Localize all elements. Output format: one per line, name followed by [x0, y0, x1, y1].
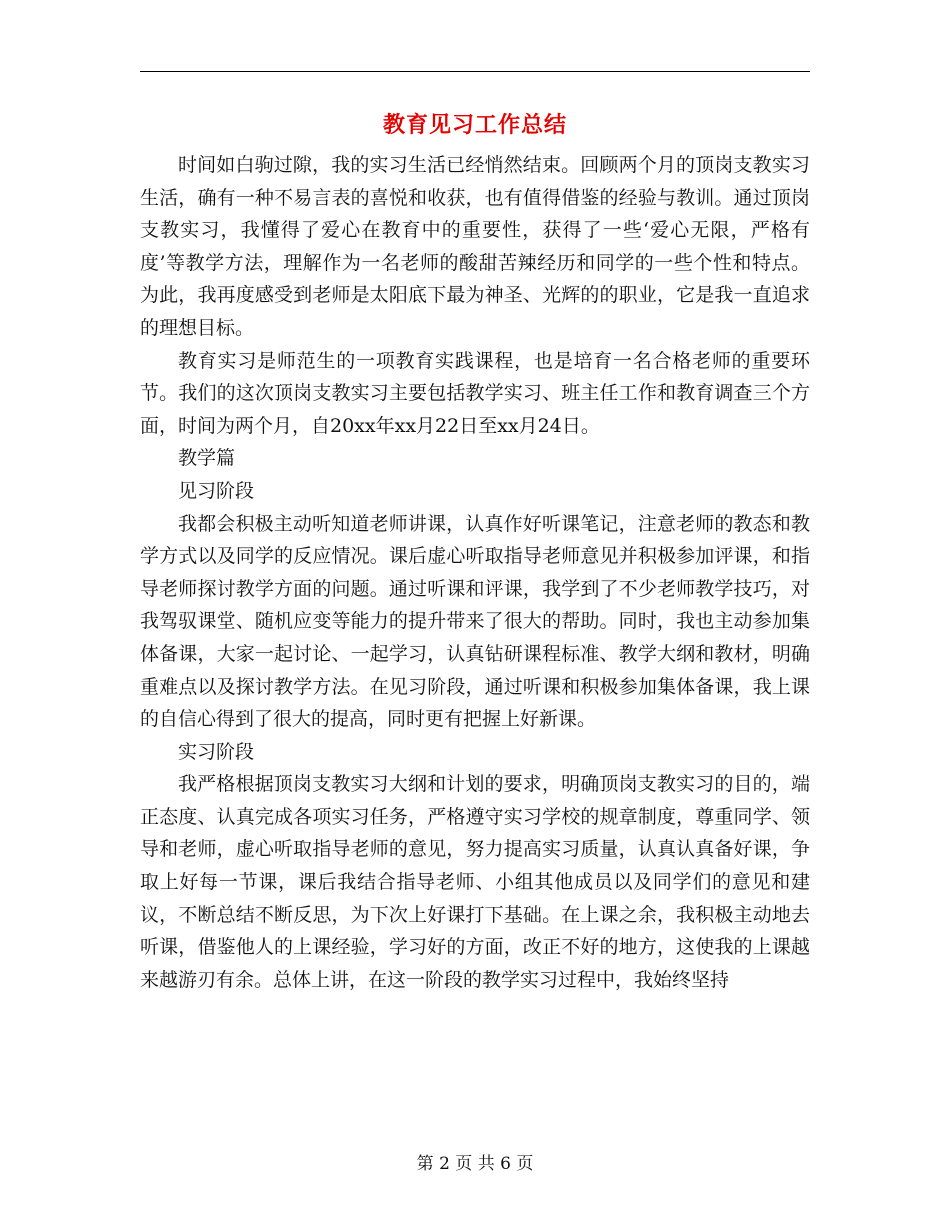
paragraph-intro: 时间如白驹过隙，我的实习生活已经悄然结束。回顾两个月的顶岗支教实习生活，确有一种不易言表的喜悦和收获，也有值得借鉴的经验与教训。通过顶岗支教实习，我懂得了爱心在教育中的重要性，获得了一些‘爱心无限，严格有度’等教学方法，理解作为一名老师的酸甜苦辣经历和同学的一些个性和特点。为此，我再度感受到老师是太阳底下最为神圣、光辉的的职业，它是我一直追求的理想目标。 [140, 154, 810, 339]
paragraph-overview: 教育实习是师范生的一项教育实践课程，也是培育一名合格老师的重要环节。我们的这次顶岗支教实习主要包括教学实习、班主任工作和教育调查三个方面，时间为两个月，自20xx年xx月22日至xx月24日。 [140, 349, 810, 437]
document-body [140, 149, 810, 996]
document-title: 教育见习工作总结 [382, 112, 567, 138]
paragraph-practice: 我严格根据顶岗支教实习大纲和计划的要求，明确顶岗支教实习的目的，端正态度、认真完成各项实习任务，严格遵守实习学校的规章制度，尊重同学、领导和老师，虚心听取指导老师的意见，努力提高实习质量，认真认真备好课，争取上好每一节课，课后我结合指导老师、小组其他成员以及同学们的意见和建议，不断总结不断反思，为下次上好课打下基础。在上课之余，我积极主动地去听课，借鉴他人的上课经验，学习好的方面，改正不好的地方，这使我的上课越来越游刃有余。总体上讲，在这一阶段的教学实习过程中，我始终坚持 [140, 773, 810, 991]
subsection-heading-observation: 见习阶段 [178, 479, 255, 502]
paragraph-observation: 我都会积极主动听知道老师讲课，认真作好听课笔记，注意老师的教态和教学方式以及同学的反应情况。课后虚心听取指导老师意见并积极参加评课，和指导老师探讨教学方面的问题。通过听课和评课，我学到了不少老师教学技巧，对我驾驭课堂、随机应变等能力的提升带来了很大的帮助。同时，我也主动参加集体备课，大家一起讨论、一起学习，认真钻研课程标准、教学大纲和教材，明确重难点以及探讨教学方法。在见习阶段，通过听课和积极参加集体备课，我上课的自信心得到了很大的提高，同时更有把握上好新课。 [140, 512, 810, 731]
header-rule [140, 71, 810, 72]
subsection-heading-practice: 实习阶段 [178, 740, 255, 763]
section-heading-teaching: 教学篇 [178, 447, 236, 470]
page-number-footer: 第 2 页 共 6 页 [416, 1154, 534, 1174]
